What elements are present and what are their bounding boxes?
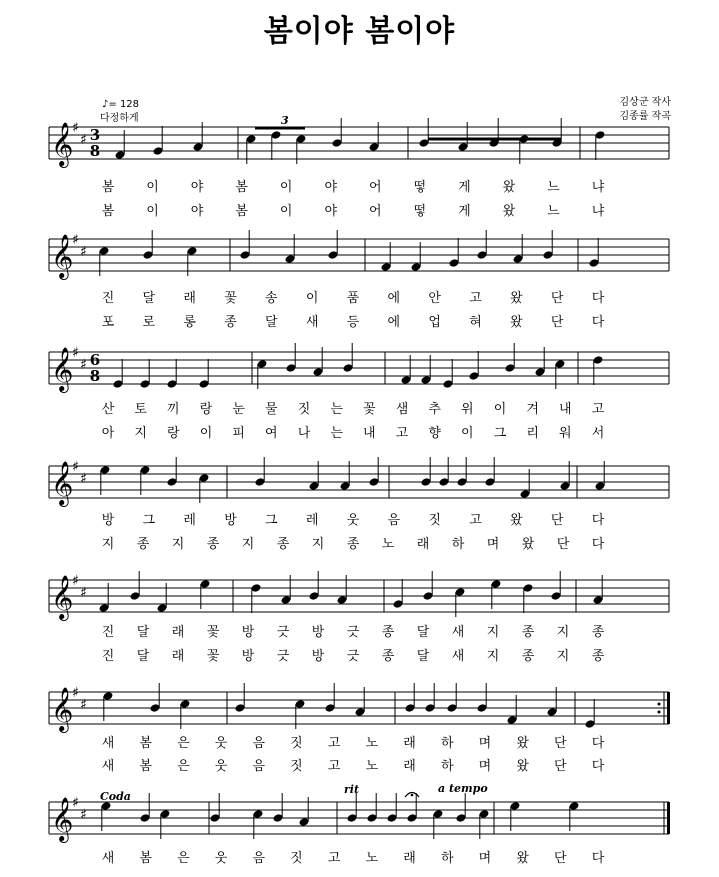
lyric-syllable: 봄: [139, 736, 152, 751]
lyric-syllable: 고: [327, 851, 341, 866]
lyric-syllable: 진: [101, 291, 115, 306]
triplet-marking: 3: [281, 114, 289, 127]
lyric-syllable: 종: [381, 625, 395, 640]
lyric-syllable: 웃: [346, 513, 360, 528]
lyric-syllable: 래: [183, 291, 196, 306]
lyric-syllable: 노: [365, 736, 379, 751]
lyric-syllable: 이: [493, 402, 507, 417]
lyric-syllable: 달: [416, 625, 430, 640]
lyric-syllable: 진: [101, 625, 115, 640]
coda-marking: Coda: [100, 790, 131, 803]
lyric-syllable: 단: [554, 759, 567, 774]
treble-clef-icon: 𝄞: [51, 234, 74, 278]
composer-credit: 김종률 작곡: [619, 111, 671, 122]
lyric-syllable: 은: [177, 851, 190, 866]
lyric-syllable: 래: [403, 851, 416, 866]
lyric-syllable: 왔: [516, 736, 529, 751]
time-signature-top: 6: [89, 351, 101, 369]
sharp-icon: ♯: [72, 345, 79, 361]
lyric-syllable: 달: [265, 315, 278, 330]
lyric-syllable: 다: [591, 291, 605, 306]
lyric-syllable: 종: [521, 625, 535, 640]
lyric-syllable: 야: [324, 204, 338, 219]
lyric-syllable: 이: [279, 204, 293, 219]
lyric-syllable: 느: [547, 180, 560, 195]
lyric-syllable: 왔: [516, 759, 529, 774]
lyric-syllable: 이: [199, 426, 213, 441]
lyric-syllable: 음: [252, 759, 266, 774]
time-signature-top: 3: [89, 126, 101, 144]
lyric-syllable: 이: [305, 291, 319, 306]
lyric-syllable: 그: [142, 513, 156, 528]
lyric-syllable: 웃: [214, 736, 228, 751]
lyric-syllable: 짓: [297, 402, 311, 417]
lyric-syllable: 냐: [591, 180, 605, 195]
lyric-syllable: 종: [206, 537, 220, 552]
lyric-syllable: 지: [556, 625, 570, 640]
lyric-syllable: 포: [101, 315, 115, 330]
staff-system: [49, 230, 669, 330]
lyric-syllable: 랑: [167, 426, 180, 441]
rit-marking: rit: [344, 783, 360, 796]
lyric-syllable: 어: [368, 204, 382, 219]
lyric-syllable: 고: [469, 291, 482, 306]
lyric-syllable: 레: [305, 513, 319, 528]
lyric-syllable: 방: [241, 625, 255, 640]
lyric-syllable: 봄: [101, 180, 115, 195]
lyric-syllable: 향: [428, 426, 441, 441]
lyric-syllable: 로: [142, 315, 156, 330]
lyric-syllable: 내: [363, 426, 376, 441]
lyric-syllable: 달: [136, 649, 150, 664]
lyric-syllable: 달: [416, 649, 430, 664]
lyric-syllable: 짓: [290, 759, 303, 774]
lyric-syllable: 방: [311, 649, 325, 664]
sharp-icon: ♯: [72, 459, 79, 475]
lyric-syllable: 고: [395, 426, 409, 441]
lyric-syllable: 다: [591, 759, 605, 774]
lyric-syllable: 새: [451, 649, 465, 664]
lyric-syllable: 방: [241, 649, 255, 664]
lyric-syllable: 며: [478, 759, 492, 774]
lyric-syllable: 지: [556, 649, 570, 664]
lyric-syllable: 웃: [214, 759, 228, 774]
lyric-syllable: 웃: [214, 851, 228, 866]
lyric-syllable: 종: [276, 537, 290, 552]
lyric-syllable: 이: [461, 426, 474, 441]
lyric-syllable: 며: [478, 736, 492, 751]
lyric-syllable: 짓: [428, 513, 441, 528]
lyric-syllable: 왔: [502, 180, 516, 195]
lyric-syllable: 그: [265, 513, 278, 528]
lyric-syllable: 꽃: [224, 291, 237, 306]
sharp-icon: ♯: [80, 471, 87, 487]
lyric-syllable: 방: [101, 513, 115, 528]
lyric-syllable: 새: [101, 851, 115, 866]
lyric-syllable: 다: [591, 537, 605, 552]
lyric-syllable: 품: [346, 291, 360, 306]
lyric-syllable: 며: [478, 851, 492, 866]
sharp-icon: ♯: [72, 120, 79, 136]
lyric-syllable: 꽃: [363, 402, 376, 417]
lyric-syllable: 업: [428, 315, 441, 330]
lyric-syllable: 피: [232, 426, 245, 441]
lyric-syllable: 음: [252, 851, 266, 866]
lyric-syllable: 래: [403, 736, 416, 751]
lyric-syllable: 는: [330, 426, 343, 441]
lyric-syllable: 달: [136, 625, 150, 640]
lyric-syllable: 이: [146, 204, 159, 219]
lyric-syllable: 서: [591, 426, 605, 441]
lyric-syllable: 롱: [183, 315, 196, 330]
time-signature-bottom: 8: [89, 367, 101, 385]
time-signature-bottom: 8: [89, 142, 101, 160]
lyric-syllable: 야: [324, 180, 338, 195]
lyric-syllable: 종: [591, 649, 605, 664]
lyric-syllable: 방: [311, 625, 325, 640]
lyric-syllable: 봄: [139, 759, 152, 774]
lyric-syllable: 고: [469, 513, 482, 528]
lyric-syllable: 물: [265, 402, 278, 417]
lyric-syllable: 혀: [469, 315, 482, 330]
lyric-syllable: 등: [346, 315, 360, 330]
lyric-syllable: 단: [550, 291, 564, 306]
lyric-syllable: 다: [591, 513, 605, 528]
lyric-syllable: 봄: [235, 204, 248, 219]
sharp-icon: ♯: [72, 685, 79, 701]
lyric-syllable: 노: [365, 759, 379, 774]
lyric-syllable: 왔: [516, 851, 529, 866]
staff-system: [49, 793, 670, 866]
lyric-syllable: 왔: [502, 204, 516, 219]
lyric-syllable: 고: [591, 402, 605, 417]
lyric-syllable: 겨: [526, 402, 539, 417]
lyric-syllable: 다: [591, 315, 605, 330]
lyric-syllable: 새: [101, 759, 115, 774]
expression-marking: 다정하게: [100, 113, 139, 124]
lyric-syllable: 왔: [510, 291, 523, 306]
lyric-syllable: 단: [554, 851, 567, 866]
lyric-syllable: 긋: [346, 649, 360, 664]
lyric-syllable: 하: [440, 759, 454, 774]
lyric-syllable: 에: [387, 291, 401, 306]
lyric-syllable: 지: [134, 426, 147, 441]
lyric-syllable: 눈: [232, 402, 245, 417]
lyric-syllable: 고: [327, 736, 341, 751]
lyric-syllable: 래: [171, 649, 185, 664]
sharp-icon: ♯: [80, 807, 87, 823]
lyric-syllable: 짓: [290, 736, 303, 751]
lyric-syllable: 샘: [395, 402, 409, 417]
lyric-syllable: 긋: [346, 625, 360, 640]
lyric-syllable: 하: [440, 851, 454, 866]
lyric-syllable: 단: [550, 315, 564, 330]
lyric-syllable: 지: [486, 625, 500, 640]
repeat-dot: [658, 711, 661, 714]
lyric-syllable: 이: [279, 180, 293, 195]
lyric-syllable: 새: [451, 625, 465, 640]
treble-clef-icon: 𝄞: [51, 347, 74, 391]
lyric-syllable: 종: [521, 649, 535, 664]
lyric-syllable: 아: [101, 426, 115, 441]
lyric-syllable: 지: [311, 537, 325, 552]
sharp-icon: ♯: [80, 132, 87, 148]
lyric-syllable: 새: [101, 736, 115, 751]
lyric-syllable: 고: [327, 759, 341, 774]
lyric-syllable: 내: [559, 402, 572, 417]
lyric-syllable: 다: [591, 851, 605, 866]
staff-system: [49, 571, 669, 664]
lyric-syllable: 노: [365, 851, 379, 866]
lyric-syllable: 종: [224, 315, 237, 330]
lyric-syllable: 긋: [276, 649, 290, 664]
lyric-syllable: 하: [451, 537, 465, 552]
lyric-syllable: 느: [547, 204, 560, 219]
lyric-syllable: 음: [387, 513, 401, 528]
staff-system: [49, 683, 670, 774]
lyric-syllable: 종: [136, 537, 150, 552]
lyric-syllable: 워: [559, 426, 572, 441]
lyric-syllable: 진: [101, 649, 115, 664]
treble-clef-icon: 𝄞: [51, 461, 74, 505]
lyricist-credit: 김상군 작사: [619, 97, 671, 108]
lyric-syllable: 은: [177, 736, 190, 751]
tempo-marking: ♪= 128: [102, 99, 140, 110]
lyric-syllable: 래: [403, 759, 416, 774]
treble-clef-icon: 𝄞: [51, 687, 74, 731]
lyric-syllable: 방: [224, 513, 237, 528]
a-tempo-marking: a tempo: [438, 782, 488, 795]
lyric-syllable: 하: [440, 736, 454, 751]
lyric-syllable: 다: [591, 736, 605, 751]
lyric-syllable: 종: [591, 625, 605, 640]
lyric-syllable: 랑: [199, 402, 213, 417]
fermata-dot: [411, 794, 414, 797]
lyric-syllable: 추: [428, 402, 441, 417]
sharp-icon: ♯: [72, 232, 79, 248]
lyric-syllable: 지: [486, 649, 500, 664]
lyric-syllable: 봄: [139, 851, 152, 866]
lyric-syllable: 지: [101, 537, 115, 552]
lyric-syllable: 음: [252, 736, 266, 751]
lyric-syllable: 지: [171, 537, 185, 552]
lyric-syllable: 산: [101, 402, 115, 417]
lyric-syllable: 끼: [167, 402, 180, 417]
lyric-syllable: 래: [171, 625, 185, 640]
lyric-syllable: 래: [416, 537, 430, 552]
lyric-syllable: 짓: [290, 851, 303, 866]
lyric-syllable: 왔: [521, 537, 535, 552]
lyric-syllable: 달: [142, 291, 156, 306]
lyric-syllable: 는: [330, 402, 343, 417]
lyric-syllable: 종: [381, 649, 395, 664]
lyric-syllable: 왔: [510, 513, 523, 528]
sharp-icon: ♯: [72, 573, 79, 589]
lyric-syllable: 이: [146, 180, 159, 195]
lyric-syllable: 게: [458, 180, 471, 195]
treble-clef-icon: 𝄞: [51, 797, 74, 841]
lyric-syllable: 지: [241, 537, 255, 552]
lyric-syllable: 꽃: [206, 649, 220, 664]
repeat-dot: [658, 703, 661, 706]
lyric-syllable: 봄: [101, 204, 115, 219]
lyric-syllable: 새: [305, 315, 319, 330]
lyric-syllable: 게: [458, 204, 471, 219]
sharp-icon: ♯: [80, 697, 87, 713]
treble-clef-icon: 𝄞: [51, 122, 74, 166]
repeat-barline: [667, 692, 670, 724]
lyric-syllable: 리: [526, 426, 539, 441]
lyric-syllable: 떻: [413, 180, 427, 195]
song-title: 봄이야 봄이야: [263, 14, 456, 49]
lyric-syllable: 토: [134, 402, 147, 417]
sharp-icon: ♯: [80, 585, 87, 601]
lyric-syllable: 단: [556, 537, 570, 552]
lyric-syllable: 긋: [276, 625, 290, 640]
lyric-syllable: 종: [346, 537, 360, 552]
sharp-icon: ♯: [80, 357, 87, 373]
treble-clef-icon: 𝄞: [51, 575, 74, 619]
lyric-syllable: 위: [461, 402, 474, 417]
final-barline: [667, 802, 670, 834]
lyric-syllable: 왔: [510, 315, 523, 330]
staff-system: [49, 118, 669, 219]
lyric-syllable: 단: [550, 513, 564, 528]
lyric-syllable: 나: [297, 426, 311, 441]
sharp-icon: ♯: [80, 244, 87, 260]
lyric-syllable: 송: [265, 291, 278, 306]
sharp-icon: ♯: [72, 795, 79, 811]
lyric-syllable: 어: [368, 180, 382, 195]
lyric-syllable: 며: [486, 537, 500, 552]
staff-system: [49, 343, 669, 441]
lyric-syllable: 안: [428, 291, 441, 306]
lyric-syllable: 꽃: [206, 625, 220, 640]
lyric-syllable: 야: [190, 204, 204, 219]
lyric-syllable: 단: [554, 736, 567, 751]
lyric-syllable: 에: [387, 315, 401, 330]
lyric-syllable: 냐: [591, 204, 605, 219]
lyric-syllable: 야: [190, 180, 204, 195]
lyric-syllable: 노: [381, 537, 395, 552]
lyric-syllable: 은: [177, 759, 190, 774]
lyric-syllable: 여: [265, 426, 278, 441]
lyric-syllable: 봄: [235, 180, 248, 195]
lyric-syllable: 그: [493, 426, 507, 441]
staff-system: [49, 457, 669, 552]
lyric-syllable: 레: [183, 513, 196, 528]
lyric-syllable: 떻: [413, 204, 427, 219]
